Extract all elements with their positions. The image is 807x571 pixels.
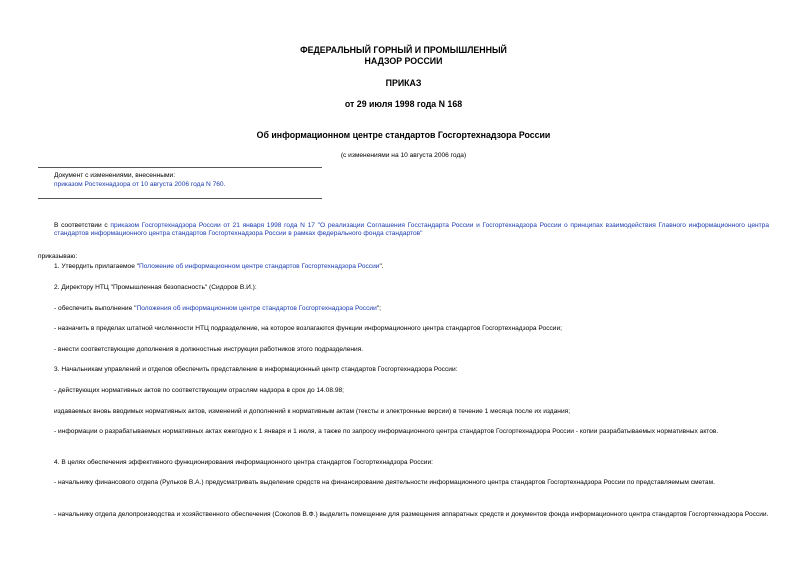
item-2b: - назначить в пределах штатной численности НТЦ подразделение, на которое возлагаются функции информационного центра стандартов Госгортехнадзора России; bbox=[54, 325, 562, 332]
item-4a: - начальнику финансового отдела (Рульков В.А.) предусматривать выделение средств на финансирование деятельности информационного центра стандартов Госгортехнадзора России по представляемым сметам. bbox=[54, 479, 715, 486]
regulation-link-2[interactable]: Положения об информационном центре стандартов Госгортехнадзора России bbox=[136, 305, 377, 312]
org-name-line2: НАДЗОР РОССИИ bbox=[364, 56, 443, 66]
item-3b: издаваемых вновь вводимых нормативных актов, изменений и дополнений к нормативным актам (тексты и электронные версии) в течение 1 месяца после их издания; bbox=[54, 408, 571, 415]
revision-note: (с изменениями на 10 августа 2006 года) bbox=[340, 152, 467, 159]
amendments-bottom-rule bbox=[38, 198, 322, 199]
preamble-order-link[interactable]: приказом Госгортехнадзора России от 21 января 1998 года N 17 "О реализации Соглашения Госстандарта России и Госгортехнадзора России о принципах взаимодействия Главного информационного центра стандартов информационного центра стандартов Госгортехнадзора России в рамках федерального фонда стандартов" bbox=[54, 222, 769, 237]
item-4: 4. В целях обеспечения эффективного функционирования информационного центра стандартов Госгортехнадзора России: bbox=[54, 459, 434, 466]
amendment-link[interactable]: приказом Ростехнадзора от 10 августа 2006 года N 760. bbox=[54, 181, 226, 188]
item-1-prefix: 1. Утвердить прилагаемое " bbox=[54, 263, 140, 270]
org-name-line1: ФЕДЕРАЛЬНЫЙ ГОРНЫЙ И ПРОМЫШЛЕННЫЙ bbox=[300, 45, 507, 55]
item-2a-prefix: - обеспечить выполнение " bbox=[54, 305, 137, 312]
item-2: 2. Директору НТЦ "Промышленная безопасность" (Сидоров В.И.): bbox=[54, 284, 257, 291]
doc-date-number: от 29 июля 1998 года N 168 bbox=[344, 99, 463, 109]
doc-subject: Об информационном центре стандартов Госгортехнадзора России bbox=[256, 130, 551, 140]
item-2a bbox=[38, 305, 769, 313]
item-1-suffix: ". bbox=[379, 263, 384, 270]
item-2c: - внести соответствующие дополнения в должностные инструкции работников этого подразделения. bbox=[54, 346, 364, 353]
item-2a-suffix: "; bbox=[376, 305, 381, 312]
doc-type-title: ПРИКАЗ bbox=[385, 78, 422, 88]
item-4b: - начальнику отдела делопроизводства и хозяйственного обеспечения (Соколов В.Ф.) выделить помещение для размещения аппаратных средств и документов фонда информационного центра стандартов Госгортехнадзора России. bbox=[54, 511, 769, 518]
item-3: 3. Начальникам управлений и отделов обеспечить представление в информационный центр стандартов Госгортехнадзора России: bbox=[54, 366, 458, 373]
amendments-label: Документ с изменениями, внесенными: bbox=[54, 172, 176, 179]
preamble-prefix: В соответствии с bbox=[54, 222, 111, 229]
order-word: приказываю: bbox=[38, 253, 78, 260]
item-3a: - действующих нормативных актов по соответствующим отраслям надзора в срок до 14.08.98; bbox=[54, 387, 344, 394]
item-1 bbox=[38, 263, 769, 271]
regulation-link-1[interactable]: Положение об информационном центре стандартов Госгортехнадзора России bbox=[139, 263, 380, 270]
amendments-top-rule bbox=[38, 167, 322, 168]
item-3c: - информации о разрабатываемых нормативных актах ежегодно к 1 января и 1 июля, а также по запросу информационного центра стандартов Госгортехнадзора России - копии разрабатываемых нормативных актов. bbox=[54, 428, 719, 435]
preamble-paragraph bbox=[38, 222, 769, 238]
